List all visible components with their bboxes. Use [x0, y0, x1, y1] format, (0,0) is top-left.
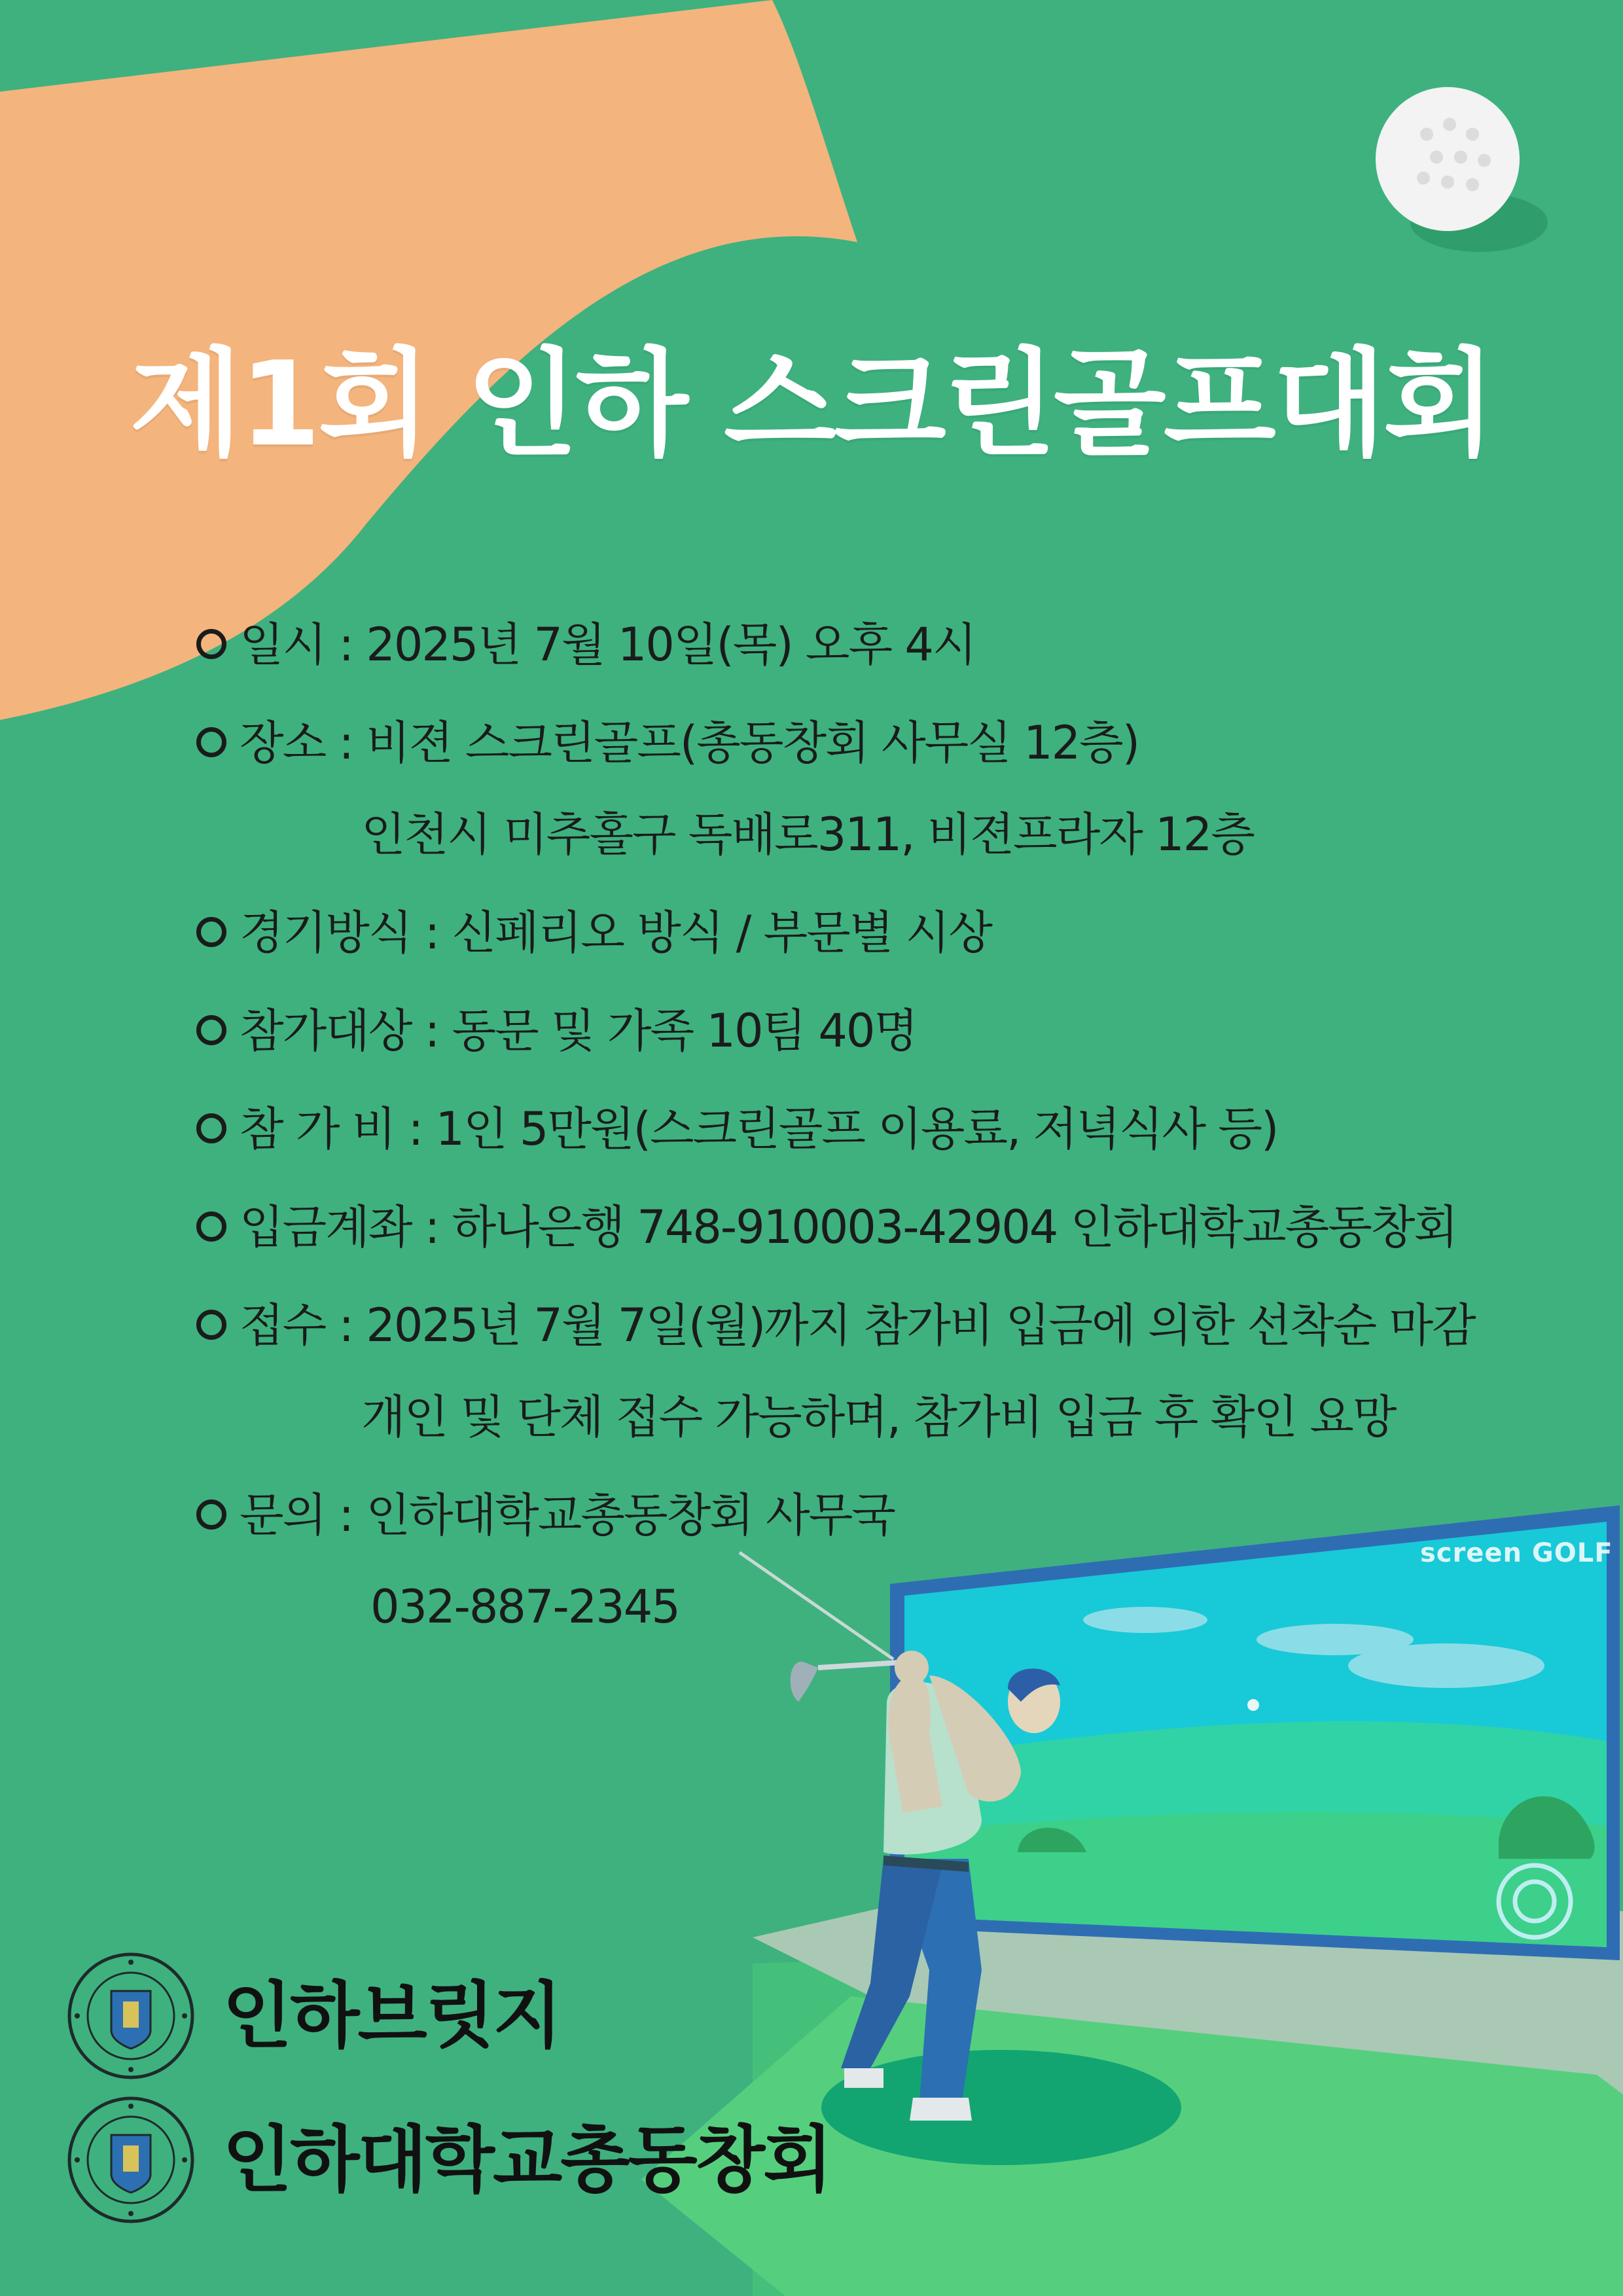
info-contact-phone: 032-887-2345	[370, 1580, 679, 1634]
bullet-icon	[196, 629, 226, 659]
info-fee: 참 가 비 : 1인 5만원(스크린골프 이용료, 저녁식사 등)	[196, 1093, 1505, 1191]
info-reception: 접수 : 2025년 7월 7일(월)까지 참가비 입금에 의한 선착순 마감	[196, 1289, 1505, 1381]
event-title: 제1회 인하 스크린골프대회	[130, 336, 1493, 472]
bullet-icon	[196, 727, 226, 757]
info-reception-note: 개인 및 단체 접수 가능하며, 참가비 입금 후 확인 요망	[361, 1390, 1396, 1444]
info-method: 경기방식 : 신페리오 방식 / 부문별 시상	[196, 897, 1505, 995]
bullet-icon	[196, 1499, 226, 1530]
event-info	[196, 609, 1505, 1669]
bullet-icon	[196, 917, 226, 947]
bullet-icon	[196, 1310, 226, 1340]
info-date: 일시 : 2025년 7월 10일(목) 오후 4시	[196, 609, 1505, 707]
bullet-icon	[196, 1211, 226, 1242]
info-account: 입금계좌 : 하나은행 748-910003-42904 인하대학교총동창회	[196, 1191, 1505, 1289]
info-place-address: 인천시 미추홀구 독배로311, 비젼프라자 12층	[361, 808, 1254, 861]
info-target: 참가대상 : 동문 및 가족 10팀 40명	[196, 995, 1505, 1093]
bullet-icon	[196, 1015, 226, 1045]
screen-golf-label: screen GOLF	[1420, 1538, 1613, 1568]
inha-alumni-seal-icon	[65, 2094, 196, 2225]
org-name: 인하브릿지	[223, 1974, 561, 2058]
inha-bridge-seal-icon	[65, 1950, 196, 2081]
org-inha-alumni	[65, 2094, 916, 2225]
info-place: 장소 : 비젼 스크린골프(총동창회 사무실 12층)	[196, 707, 1505, 798]
golf-ball-icon	[1376, 87, 1548, 252]
info-contact: 문의 : 인하대학교총동창회 사무국	[196, 1479, 1505, 1571]
org-inha-bridge	[65, 1950, 916, 2081]
bullet-icon	[196, 1113, 226, 1143]
org-name: 인하대학교총동창회	[223, 2118, 831, 2202]
